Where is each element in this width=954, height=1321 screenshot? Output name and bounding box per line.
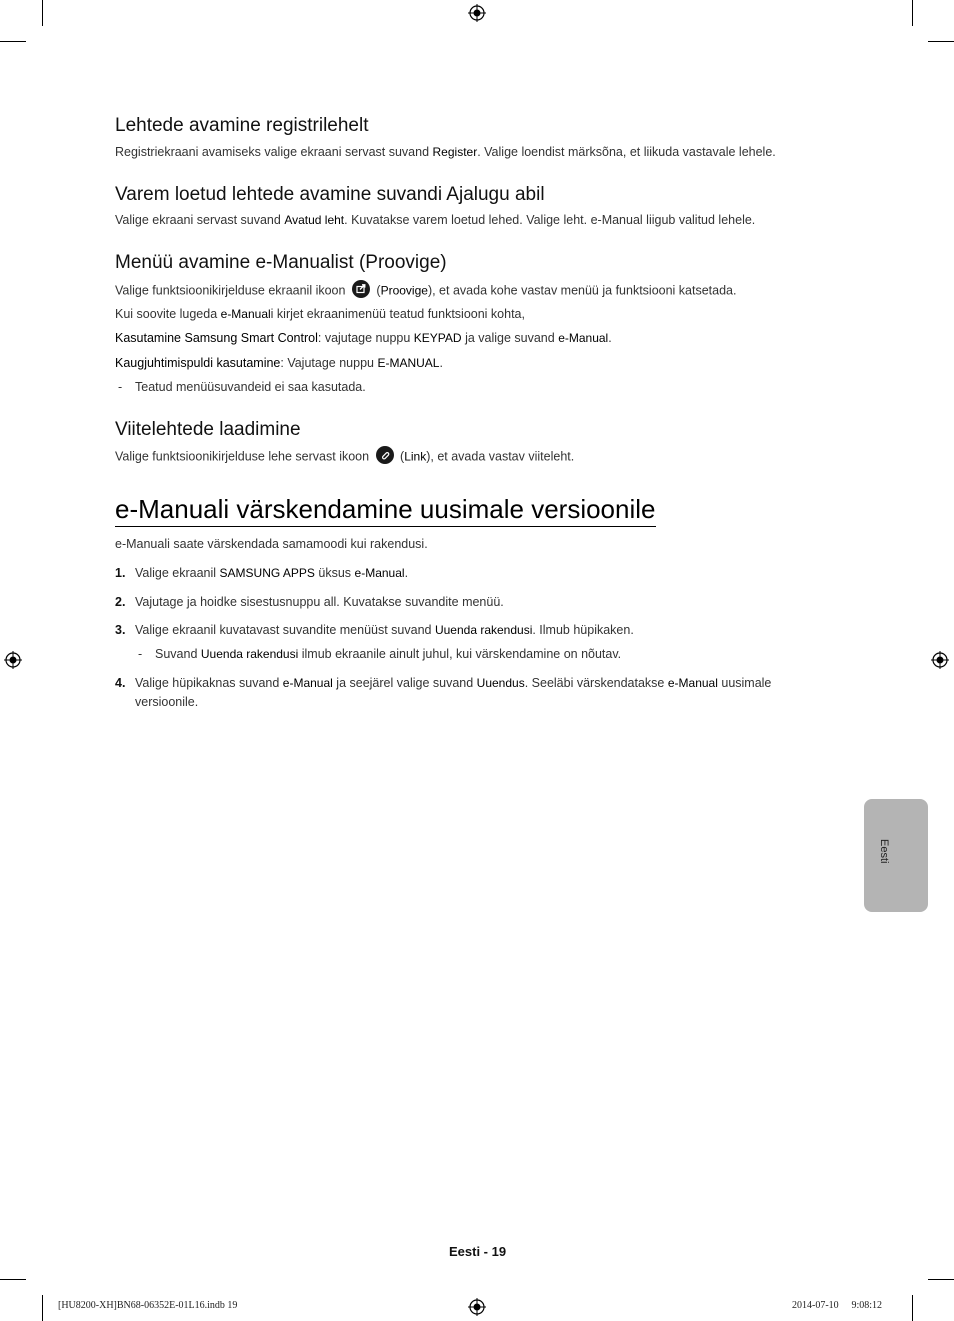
note: Teatud menüüsuvandeid ei saa kasutada. [135, 380, 366, 394]
text: Valige funktsioonikirjelduse ekraanil ikoon [115, 283, 349, 298]
paragraph [115, 331, 612, 345]
text: Suvand [155, 647, 201, 661]
text: Valige ekraanil kuvatavast suvandite menüüst suvand [135, 623, 435, 637]
link-icon [376, 446, 394, 464]
imprint-file: [HU8200-XH]BN68-06352E-01L16.indb 19 [58, 1300, 238, 1311]
paragraph [115, 307, 525, 321]
crop-mark [0, 41, 26, 42]
registration-mark-icon [468, 4, 486, 22]
text: ( [396, 449, 405, 464]
registration-mark-icon [4, 651, 22, 669]
text: . [439, 356, 443, 370]
text: Valige hüpikaknas suvand [135, 676, 283, 690]
registration-mark-icon [931, 651, 949, 669]
registration-mark-icon [468, 1298, 486, 1316]
paragraph [115, 145, 776, 159]
bold-term: Kaugjuhtimispuldi kasutamine [115, 356, 281, 370]
step-text [135, 676, 771, 690]
text: Kui soovite lugeda [115, 307, 221, 321]
text: üksus [314, 566, 355, 580]
bold-term: e-Manual [282, 676, 333, 690]
bold-term: Uuenda rakendusi [200, 647, 299, 661]
language-side-tab [864, 799, 928, 912]
side-tab-label: Eesti [878, 839, 890, 864]
crop-mark [42, 1295, 43, 1321]
step-number: 2. [115, 595, 126, 609]
crop-mark [912, 0, 913, 26]
text: . Ilmub hüpikaken. [532, 623, 634, 637]
crop-mark [42, 0, 43, 26]
intro-paragraph: e-Manuali saate värskendada samamoodi kui rakendusi. [115, 537, 428, 551]
bold-term: e-Manual [667, 676, 718, 690]
bold-term: e-Manual [354, 566, 405, 580]
section-heading: Menüü avamine e-Manualist (Proovige) [115, 252, 447, 273]
crop-mark [912, 1295, 913, 1321]
bold-term: Avatud leht [284, 213, 345, 227]
imprint-date: 2014-07-10   9:08:12 [792, 1300, 882, 1311]
text: uusimale [717, 676, 772, 690]
crop-mark [0, 1279, 26, 1280]
text: ilmub ekraanile ainult juhul, kui värskendamine on nõutav. [298, 647, 622, 661]
bold-term: E-MANUAL [377, 356, 440, 370]
paragraph [115, 213, 755, 227]
step-text-continued: versioonile. [135, 695, 199, 709]
bold-term: Proovige [380, 283, 428, 298]
bold-term: e-Manual [220, 307, 271, 321]
text: ), et avada kohe vastav menüü ja funktsiooni katsetada. [427, 283, 737, 298]
crop-mark [928, 1279, 954, 1280]
text: : vajutage nuppu [317, 331, 414, 345]
note-dash: - [138, 647, 143, 661]
section-heading: Lehtede avamine registrilehelt [115, 115, 369, 136]
bold-term: Link [404, 449, 427, 464]
step-note [155, 647, 621, 661]
crop-mark [928, 41, 954, 42]
text: ( [372, 283, 381, 298]
bold-term: Kasutamine Samsung Smart Control [115, 331, 318, 345]
page-number: Eesti - 19 [449, 1244, 507, 1259]
bold-term: Uuendus [476, 676, 525, 690]
text: . Kuvatakse varem loetud lehed. Valige leht. e-Manual liigub valitud lehele. [344, 213, 756, 227]
bold-term: Uuenda rakendusi [434, 623, 533, 637]
step-number: 1. [115, 566, 126, 580]
section-heading: Viitelehtede laadimine [115, 419, 301, 440]
bold-term: SAMSUNG APPS [219, 566, 315, 580]
text: Valige ekraani servast suvand [115, 213, 285, 227]
step-number: 4. [115, 676, 126, 690]
step-text [135, 566, 408, 580]
bold-term: e-Manual [558, 331, 609, 345]
text: Registriekraani avamiseks valige ekraani servast suvand [115, 145, 433, 159]
note-dash: - [118, 380, 123, 394]
text: : Vajutage nuppu [280, 356, 378, 370]
text: . Valige loendist märksõna, et liikuda vastavale lehele. [477, 145, 776, 159]
text: ja valige suvand [461, 331, 559, 345]
text: . [404, 566, 409, 580]
bold-term: KEYPAD [413, 331, 462, 345]
text: i kirjet ekraanimenüü teatud funktsiooni kohta, [270, 307, 525, 321]
step-number: 3. [115, 623, 126, 637]
text: . [608, 331, 612, 345]
text: Valige ekraanil [135, 566, 220, 580]
paragraph [115, 356, 443, 370]
step-text: Vajutage ja hoidke sisestusnuppu all. Kuvatakse suvandite menüü. [135, 595, 504, 609]
paragraph [115, 282, 736, 300]
page-title: e-Manuali värskendamine uusimale versioonile [115, 494, 656, 527]
paragraph [115, 448, 574, 466]
step-text [135, 623, 634, 637]
share-arrow-icon [352, 280, 370, 298]
text: . Seeläbi värskendatakse [524, 676, 668, 690]
bold-term: Register [432, 145, 478, 159]
text: Valige funktsioonikirjelduse lehe servast ikoon [115, 449, 373, 464]
section-heading: Varem loetud lehtede avamine suvandi Ajalugu abil [115, 184, 545, 205]
text: ), et avada vastav viiteleht. [426, 449, 575, 464]
text: ja seejärel valige suvand [332, 676, 477, 690]
